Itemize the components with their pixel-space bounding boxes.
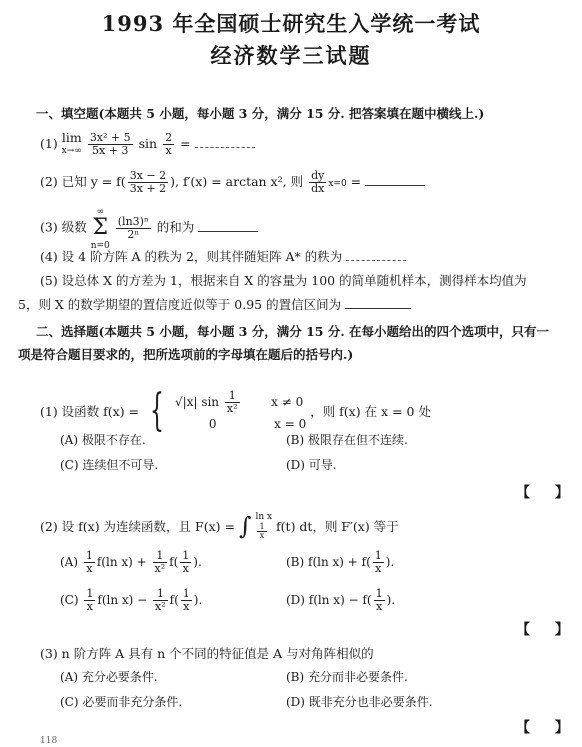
q1-equals: = (180, 136, 191, 151)
fill-question-4 (40, 247, 406, 265)
cq1-case1-num: 1 (225, 390, 240, 403)
q1-label: (1) (40, 136, 58, 151)
cq1-case1 (175, 390, 306, 415)
cq2-answer-bracket[interactable]: 【 】 (516, 622, 579, 638)
cq2-limits (255, 512, 272, 540)
cq2-b-post: ). (385, 555, 395, 569)
q1-answer-blank[interactable] (195, 138, 255, 148)
q2-expr2: ), f′(x) = arctan x², 则 (170, 174, 304, 189)
cq2-a-frac2-den: x² (154, 562, 166, 575)
q2-denominator: 3x + 2 (129, 182, 167, 195)
q1-sin-fraction (163, 132, 174, 157)
sigma-icon: Σ (92, 215, 109, 240)
integral-icon: ∫ (238, 512, 252, 540)
cq3-option-a[interactable]: (A) 充分必要条件. (60, 670, 158, 684)
cq2-d-frac-den: x (375, 600, 383, 613)
q1-limit (62, 132, 82, 157)
cq2-b-frac-den: x (375, 562, 382, 575)
cq2-d-frac (374, 588, 385, 613)
cq1-option-c[interactable]: (C) 连续但不可导. (60, 458, 159, 472)
cq2-d-text: (D) f(ln x) − f( (286, 593, 372, 607)
cq3-answer-bracket[interactable]: 【 】 (516, 720, 579, 736)
cq1-option-d[interactable]: (D) 可导. (286, 458, 337, 472)
cq1-option-a[interactable]: (A) 极限不存在. (60, 433, 146, 447)
cq1-case2-cond: x = 0 (274, 416, 307, 431)
cq2-c-frac1-den: x (86, 600, 93, 613)
cq1-case2-expr: 0 (208, 416, 217, 431)
q1-lim: lim (61, 130, 82, 145)
cq1-case1-den: x² (226, 401, 238, 415)
cq2-b-text: (B) f(ln x) + f( (286, 555, 371, 569)
q2-expr1: y = f( (90, 174, 126, 189)
q1-sin-den: x (165, 144, 172, 157)
choice-question-1 (40, 385, 431, 436)
q1-fraction (88, 132, 133, 157)
cq2-b-frac (373, 550, 384, 575)
choice-question-3: (3) n 阶方阵 A 具有 n 个不同的特征值是 A 与对角阵相似的 (40, 646, 374, 661)
cq2-a-frac3 (180, 550, 191, 575)
q3-sum-sup: ∞ (96, 207, 104, 217)
q5-line2-text: 5，则 X 的数学期望的置信度近似等于 0.95 的置信区间为 (18, 297, 342, 312)
cq2-a-frac3-num: 1 (182, 549, 190, 562)
cq2-a-post: ). (193, 555, 202, 569)
cq2-c-frac1-num: 1 (86, 587, 94, 600)
q3-numerator: (ln3)ⁿ (117, 214, 149, 228)
q3-denominator: 2ⁿ (127, 227, 140, 241)
cq2-c-f: f( (169, 593, 179, 607)
q2-dy: dy (311, 169, 325, 182)
cq3-option-b[interactable]: (B) 充分而非必要条件. (286, 670, 408, 684)
cq2-a-f: f( (169, 555, 179, 569)
fill-question-3 (40, 205, 258, 251)
cq2-a-frac3-den: x (182, 562, 189, 575)
cq2-d-frac-num: 1 (375, 587, 383, 600)
fill-question-5-line1: (5) 设总体 X 的方差为 1，根据来自 X 的容量为 100 的简单随机样本，测得样本均值为 (40, 273, 527, 288)
cq2-option-d[interactable] (286, 588, 395, 613)
cq2-c-frac3-num: 1 (182, 587, 190, 600)
cq2-lower (257, 523, 266, 540)
cq2-a-frac1-den: x (86, 562, 93, 575)
cq1-label: (1) 设函数 f(x) = (40, 404, 140, 419)
q3-pre: 级数 (61, 219, 87, 235)
cq2-option-b[interactable] (286, 550, 394, 575)
q4-text: (4) 设 4 阶方阵 A 的秩为 2，则其伴随矩阵 A* 的秩为 (40, 249, 343, 264)
cq2-c-frac2-den: x² (155, 600, 166, 613)
brace-icon: { (150, 385, 165, 436)
q2-derivative (309, 170, 326, 195)
cq2-a-frac2-num: 1 (153, 550, 168, 563)
q2-fraction (128, 170, 168, 195)
cq2-b-frac-num: 1 (374, 549, 382, 562)
cq2-pre: (2) 设 f(x) 为连续函数，且 F(x) = (40, 519, 235, 534)
cq1-post: ，则 f(x) 在 x = 0 处 (310, 404, 431, 419)
section1-heading: 一、填空题(本题共 5 小题，每小题 3 分，满分 15 分. 把答案填在题中横线上.) (36, 106, 485, 121)
fill-question-1 (40, 132, 255, 157)
fill-question-5-line2 (18, 295, 411, 313)
cq2-upper: ln x (255, 512, 273, 522)
q3-sum (91, 205, 110, 251)
cq1-case2 (175, 415, 306, 433)
q4-answer-blank[interactable] (346, 251, 406, 261)
q3-answer-blank[interactable] (198, 222, 258, 232)
q2-numerator: 3x − 2 (129, 169, 167, 182)
q5-answer-blank[interactable] (345, 299, 411, 309)
cq2-c-frac1 (84, 588, 95, 613)
q1-lim-sub: x→∞ (61, 146, 82, 156)
cq2-mid: f(t) dt，则 F′(x) 等于 (276, 519, 399, 534)
cq2-a-label: (A) (60, 555, 79, 569)
cq2-c-mid: f(ln x) − (97, 593, 148, 607)
q2-dx: dx (311, 182, 325, 195)
cq3-option-d[interactable]: (D) 既非充分也非必要条件. (286, 695, 433, 709)
q1-sin: sin (138, 136, 158, 151)
section2-heading-line1: 二、选择题(本题共 5 小题，每小题 3 分，满分 15 分. 在每小题给出的四个选项中，只有一 (36, 324, 550, 339)
cq3-option-c[interactable]: (C) 必要而非充分条件. (60, 695, 183, 709)
fill-question-2 (40, 170, 425, 195)
cq2-c-frac3 (181, 588, 192, 613)
choice-question-2 (40, 512, 399, 540)
page-number: 118 (40, 736, 58, 746)
q3-fraction (116, 216, 151, 241)
cq2-a-mid: f(ln x) + (96, 555, 147, 569)
q3-post: 的和为 (156, 219, 195, 235)
q1-sin-num: 2 (165, 131, 173, 144)
q2-pre: 已知 (61, 174, 87, 189)
cq2-a-frac1 (84, 550, 95, 575)
cq2-c-label: (C) (60, 593, 79, 607)
q3-label: (3) (40, 219, 58, 235)
cq2-option-c[interactable] (60, 588, 202, 613)
q2-eval-sub: x=0 (328, 179, 347, 189)
q1-numerator: 3x² + 5 (89, 131, 131, 144)
cq2-a-frac2 (153, 550, 168, 575)
cq2-a-frac1-num: 1 (85, 549, 93, 562)
cq1-case1-fraction (225, 390, 240, 415)
cq1-option-b[interactable]: (B) 极限存在但不连续. (286, 433, 408, 447)
q2-label: (2) (40, 174, 58, 189)
exam-subtitle: 经济数学三试题 (210, 43, 372, 68)
cq1-case1-cond: x ≠ 0 (271, 394, 304, 409)
cq2-c-post: ). (193, 593, 203, 607)
cq2-c-frac2 (153, 588, 168, 613)
cq2-lower-den: x (259, 531, 265, 540)
cq2-d-post: ). (386, 593, 396, 607)
exam-title: 1993 年全国硕士研究生入学统一考试 (101, 11, 481, 36)
cq1-case1-expr: √|x| sin (175, 394, 220, 409)
q1-denominator: 5x + 3 (92, 144, 129, 157)
q3-sum-sub: n=0 (90, 241, 110, 251)
section2-heading-line2: 项是符合题目要求的，把所选项前的字母填在题后的括号内.) (18, 347, 354, 362)
q2-answer-blank[interactable] (365, 176, 425, 186)
cq2-option-a[interactable] (60, 550, 202, 575)
cq2-lower-num: 1 (259, 522, 265, 531)
cq2-c-frac2-num: 1 (153, 588, 168, 601)
cq1-cases (175, 390, 306, 433)
cq2-c-frac3-den: x (183, 600, 190, 613)
cq1-answer-bracket[interactable]: 【 】 (516, 485, 579, 501)
q2-equals: = (350, 174, 362, 189)
